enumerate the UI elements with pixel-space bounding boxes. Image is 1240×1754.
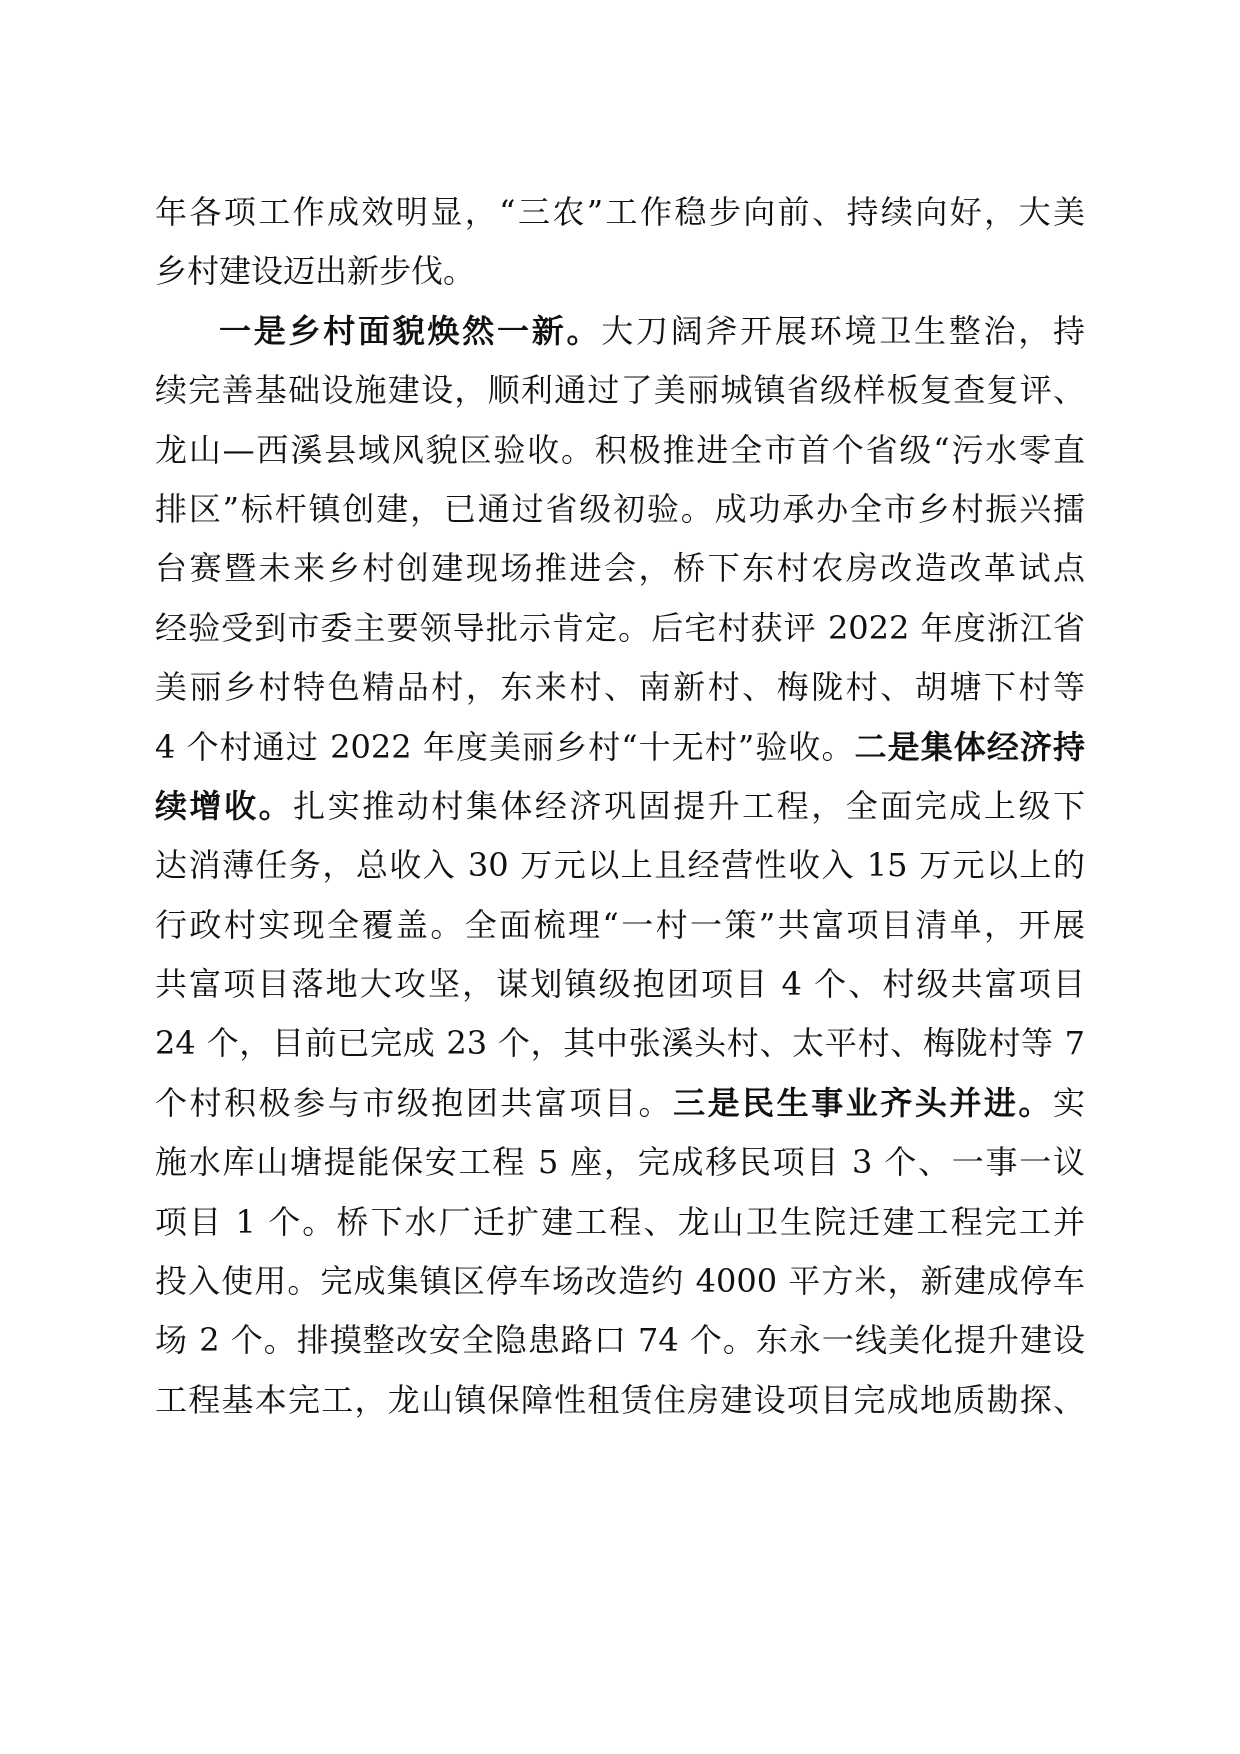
body-text: 实 bbox=[1052, 1083, 1085, 1122]
body-text: 台赛暨未来乡村创建现场推进会，桥下东村农房改造改革试点 bbox=[155, 549, 1085, 588]
body-text: 经验受到市委主要领导批示肯定。后宅村获评 2022 年度浙江省 bbox=[155, 608, 1085, 647]
text-line bbox=[155, 1311, 1085, 1370]
bold-heading-text: 三是民生事业齐头并进。 bbox=[673, 1083, 1053, 1122]
text-line bbox=[155, 658, 1085, 717]
text-line bbox=[155, 836, 1085, 895]
text-line bbox=[155, 183, 1085, 242]
text-line bbox=[155, 599, 1085, 658]
text-line bbox=[155, 896, 1085, 955]
body-text: 施水库山塘提能保安工程 5 座，完成移民项目 3 个、一事一议 bbox=[155, 1143, 1085, 1182]
text-line bbox=[155, 1133, 1085, 1192]
body-text: 行政村实现全覆盖。全面梳理“一村一策”共富项目清单，开展 bbox=[155, 905, 1085, 944]
body-text: 大刀阔斧开展环境卫生整治，持 bbox=[601, 311, 1085, 350]
text-line bbox=[155, 1371, 1085, 1430]
text-line bbox=[155, 242, 1085, 301]
bold-heading-text: 二是集体经济持 bbox=[854, 727, 1085, 766]
text-line bbox=[155, 480, 1085, 539]
text-line bbox=[155, 302, 1085, 361]
body-text: 项目 1 个。桥下水厂迁扩建工程、龙山卫生院迁建工程完工并 bbox=[155, 1202, 1085, 1241]
text-line bbox=[155, 777, 1085, 836]
text-line bbox=[155, 421, 1085, 480]
body-text: 美丽乡村特色精品村，东来村、南新村、梅陇村、胡塘下村等 bbox=[155, 668, 1085, 707]
body-text: 扎实推动村集体经济巩固提升工程，全面完成上级下 bbox=[293, 786, 1085, 825]
bold-heading-text: 续增收。 bbox=[155, 786, 294, 825]
body-text: 排区”标杆镇创建，已通过省级初验。成功承办全市乡村振兴擂 bbox=[155, 489, 1085, 528]
text-line bbox=[155, 1074, 1085, 1133]
text-line bbox=[155, 1014, 1085, 1073]
body-text: 24 个，目前已完成 23 个，其中张溪头村、太平村、梅陇村等 7 bbox=[155, 1024, 1085, 1063]
body-text: 工程基本完工，龙山镇保障性租赁住房建设项目完成地质勘探、 bbox=[155, 1380, 1085, 1419]
body-text: 乡村建设迈出新步伐。 bbox=[155, 252, 476, 291]
body-text: 年各项工作成效明显，“三农”工作稳步向前、持续向好，大美 bbox=[155, 193, 1085, 231]
text-line bbox=[155, 539, 1085, 598]
text-line bbox=[155, 955, 1085, 1014]
body-text: 续完善基础设施建设，顺利通过了美丽城镇省级样板复查复评、 bbox=[155, 371, 1085, 410]
body-text: 4 个村通过 2022 年度美丽乡村“十无村”验收。 bbox=[155, 727, 855, 766]
document-body bbox=[155, 183, 1085, 1430]
bold-heading-text: 一是乡村面貌焕然一新。 bbox=[219, 311, 602, 350]
body-text: 场 2 个。排摸整改安全隐患路口 74 个。东永一线美化提升建设 bbox=[155, 1321, 1085, 1360]
body-text: 共富项目落地大攻坚，谋划镇级抱团项目 4 个、村级共富项目 bbox=[155, 965, 1085, 1004]
text-line bbox=[155, 718, 1085, 777]
text-line bbox=[155, 1193, 1085, 1252]
body-text: 达消薄任务，总收入 30 万元以上且经营性收入 15 万元以上的 bbox=[155, 846, 1085, 885]
body-text: 投入使用。完成集镇区停车场改造约 4000 平方米，新建成停车 bbox=[155, 1262, 1085, 1301]
body-text: 龙山—西溪县域风貌区验收。积极推进全市首个省级“污水零直 bbox=[155, 430, 1085, 469]
text-line bbox=[155, 1252, 1085, 1311]
text-line bbox=[155, 361, 1085, 420]
body-text: 个村积极参与市级抱团共富项目。 bbox=[155, 1083, 674, 1122]
